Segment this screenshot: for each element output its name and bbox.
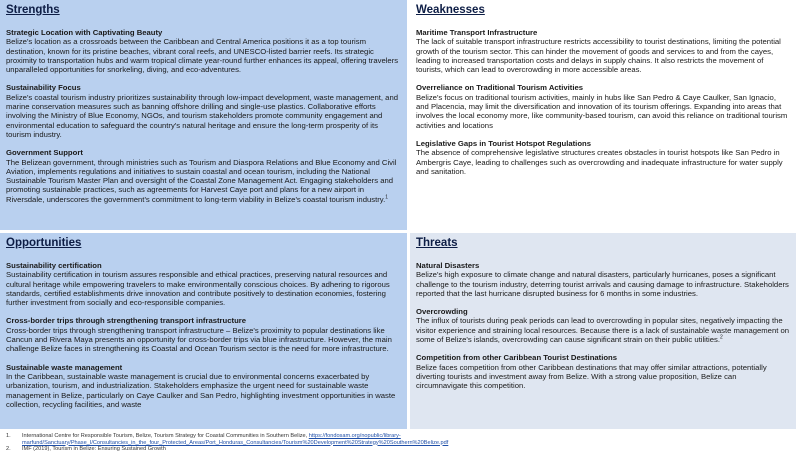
opportunity-item	[6, 261, 401, 307]
opportunities-panel	[0, 233, 407, 429]
threat-item	[416, 261, 790, 298]
footnote	[6, 433, 790, 446]
threat-body-wrap	[416, 316, 790, 344]
footnote-text: IMF (2019), Tourism in Belize: Ensuring Sustained Growth	[22, 446, 166, 453]
strength-body: Belize's coastal tourism industry prioritizes sustainability through low-impact development, waste management, and marine conservation measures such as banning offshore drilling and single-use plastics. Collaborative efforts involving the Ministry of Blue Economy, NGOs, and tourism stakeholders promote community engagement and environmental education to safeguard the country's natural heritage and ensure the long-term prosperity of its tourism industry.	[6, 92, 399, 139]
strength-body: Belize's location as a crossroads between the Caribbean and Central America positions it as a top tourism destination, known for its pristine beaches, vibrant coral reefs, and UNESCO-listed barrier reefs. Its strategic proximity to transportation hubs and warm tropical climate year-round further enhances its appeal, offering travelers unparalleled opportunities for snorkeling, diving, and eco-adventures.	[6, 37, 399, 75]
weakness-item	[416, 28, 790, 74]
threat-heading: Natural Disasters	[416, 261, 480, 270]
strength-heading: Government Support	[6, 148, 83, 158]
weakness-body: The lack of suitable transport infrastructure restricts accessibility to tourist destinations, limiting the potential growth of the tourism sector. This can hinder the movement of goods and services to and from the cayes, leading to increased transportation costs and delays in supply chains. It also restricts the movement of tourists, which can lead to overcrowding in more accessible areas.	[416, 37, 781, 75]
strength-item	[6, 83, 401, 139]
footnote	[6, 446, 790, 453]
weaknesses-panel	[410, 0, 796, 230]
weaknesses-title: Weaknesses	[416, 4, 485, 16]
footnote-link[interactable]: https://fondosam.org/nopublic/library-marfund/Sanctuary/Phase_I/Consultancies_in_the_four_Protected_Areas/Port_Honduras_Consultancies/Tourism%20Development%20Strategy%20Southern%20Belize.pdf	[22, 433, 449, 446]
footnote-ref[interactable]: 2	[720, 334, 723, 341]
threat-body: The influx of tourists during peak periods can lead to overcrowding in popular sites, negatively impacting the visitor experience and straining local resources. Because there is a lack of sustainable waste management on some of Belize's islands, overcrowding can cause significant strain on their public utilities.	[416, 316, 790, 345]
strength-heading: Sustainability Focus	[6, 83, 81, 93]
opportunity-body: In the Caribbean, sustainable waste management is crucial due to environmental concerns exacerbated by urbanization, tourism, and industrialization. Stakeholders emphasize the urgent need for sustainable waste management in Belize, particularly on Caye Caulker and San Pedro, highlighting investment opportunities in waste collection, recycling facilities, and waste	[6, 371, 396, 409]
threats-title: Threats	[416, 237, 458, 249]
strength-heading: Strategic Location with Captivating Beauty	[6, 28, 163, 37]
opportunity-body: Sustainability certification in tourism assures responsible and ethical practices, preserving natural resources and cultural heritage while empowering travelers to make environmentally conscious choices. By adhering to rigorous standards, certified establishments drive innovation and contribute positively to destination economies, fostering further investment from socially and eco-responsible companies.	[6, 270, 390, 308]
strengths-title: Strengths	[6, 4, 60, 16]
opportunities-title: Opportunities	[6, 237, 82, 249]
strength-body: The Belizean government, through ministries such as Tourism and Diaspora Relations and Blue Economy and Civil Aviation, implements regulations and initiatives to sustain coastal and ocean tourism, including the National Sustainable Tourism Master Plan and oversight of the Coastal Zone Management Act. Engaging stakeholders and promoting sustainable practices, such as agreements for Harvest Caye port and plans for a new airport in Riversdale, underscores the government's commitment to long-term viability in Belize's coastal tourism industry.	[6, 157, 397, 204]
threats-panel	[410, 233, 796, 429]
opportunity-body: Cross-border trips through strengthening transport infrastructure – Belize's proximity to popular destinations like Cancun and Rivera Maya presents an opportunity for cross-border trips via blue infrastructure. However, the main challenge Belize faces in strengthening its Coastal and Ocean Tourism sector is the need for more infrastructure.	[6, 325, 392, 354]
threat-item	[416, 353, 790, 390]
opportunity-item	[6, 363, 401, 409]
footnote-text: International Centre for Responsible Tourism, Belize, Tourism Strategy for Coastal Communities in Southern Belize,	[22, 433, 309, 439]
threat-heading: Overcrowding	[416, 307, 468, 317]
weakness-body: Belize's focus on traditional tourism activities, mainly in hubs like San Pedro & Caye Caulker, San Ignacio, and Placencia, may limit the diversification and innovation of its tourism offerings. Expanding into areas that involves the local economy more, like community-based tourism, can avoid this reliance on traditional tourism activities and locations	[416, 92, 788, 130]
strengths-panel	[0, 0, 407, 230]
threat-heading: Competition from other Caribbean Tourist Destinations	[416, 353, 618, 363]
threat-item	[416, 307, 790, 344]
weakness-heading: Maritime Transport Infrastructure	[416, 28, 538, 37]
strength-body-wrap	[6, 158, 401, 204]
threat-body: Belize faces competition from other Caribbean destinations that may offer similar attractions, potentially diverting tourists and investment away from Belize. With a strong value proposition, Belize can circumnavigate this competition.	[416, 362, 767, 391]
footnote-text-wrap	[22, 433, 790, 446]
weakness-item	[416, 139, 790, 176]
threat-body: Belize's high exposure to climate change and natural disasters, particularly hurricanes, poses a significant challenge to the tourism industry, deterring tourist arrivals and causing damage to infrastructure. Stakeholders reported that the last hurricane disrupted business for 6 months in some industries.	[416, 270, 789, 298]
strength-item	[6, 148, 401, 204]
opportunity-heading: Sustainability certification	[6, 261, 102, 270]
footnotes	[0, 431, 796, 455]
footnote-ref[interactable]: 1	[385, 194, 388, 201]
weakness-item	[416, 83, 790, 129]
strength-item	[6, 28, 401, 74]
weakness-heading: Overreliance on Traditional Tourism Activities	[416, 83, 584, 93]
opportunity-heading: Cross-border trips through strengthening transport infrastructure	[6, 316, 247, 326]
weakness-body: The absence of comprehensive legislative structures creates obstacles in tourist hotspots like San Pedro in Ambergris Caye, leading to challenges such as overcrowding and inadequate infrastructure for water supply and sanitation.	[416, 148, 783, 176]
footnote-number: 1.	[6, 433, 11, 439]
opportunity-item	[6, 316, 401, 353]
opportunity-heading: Sustainable waste management	[6, 362, 123, 372]
footnote-number: 2.	[6, 446, 11, 453]
weakness-heading: Legislative Gaps in Tourist Hotspot Regulations	[416, 138, 591, 148]
